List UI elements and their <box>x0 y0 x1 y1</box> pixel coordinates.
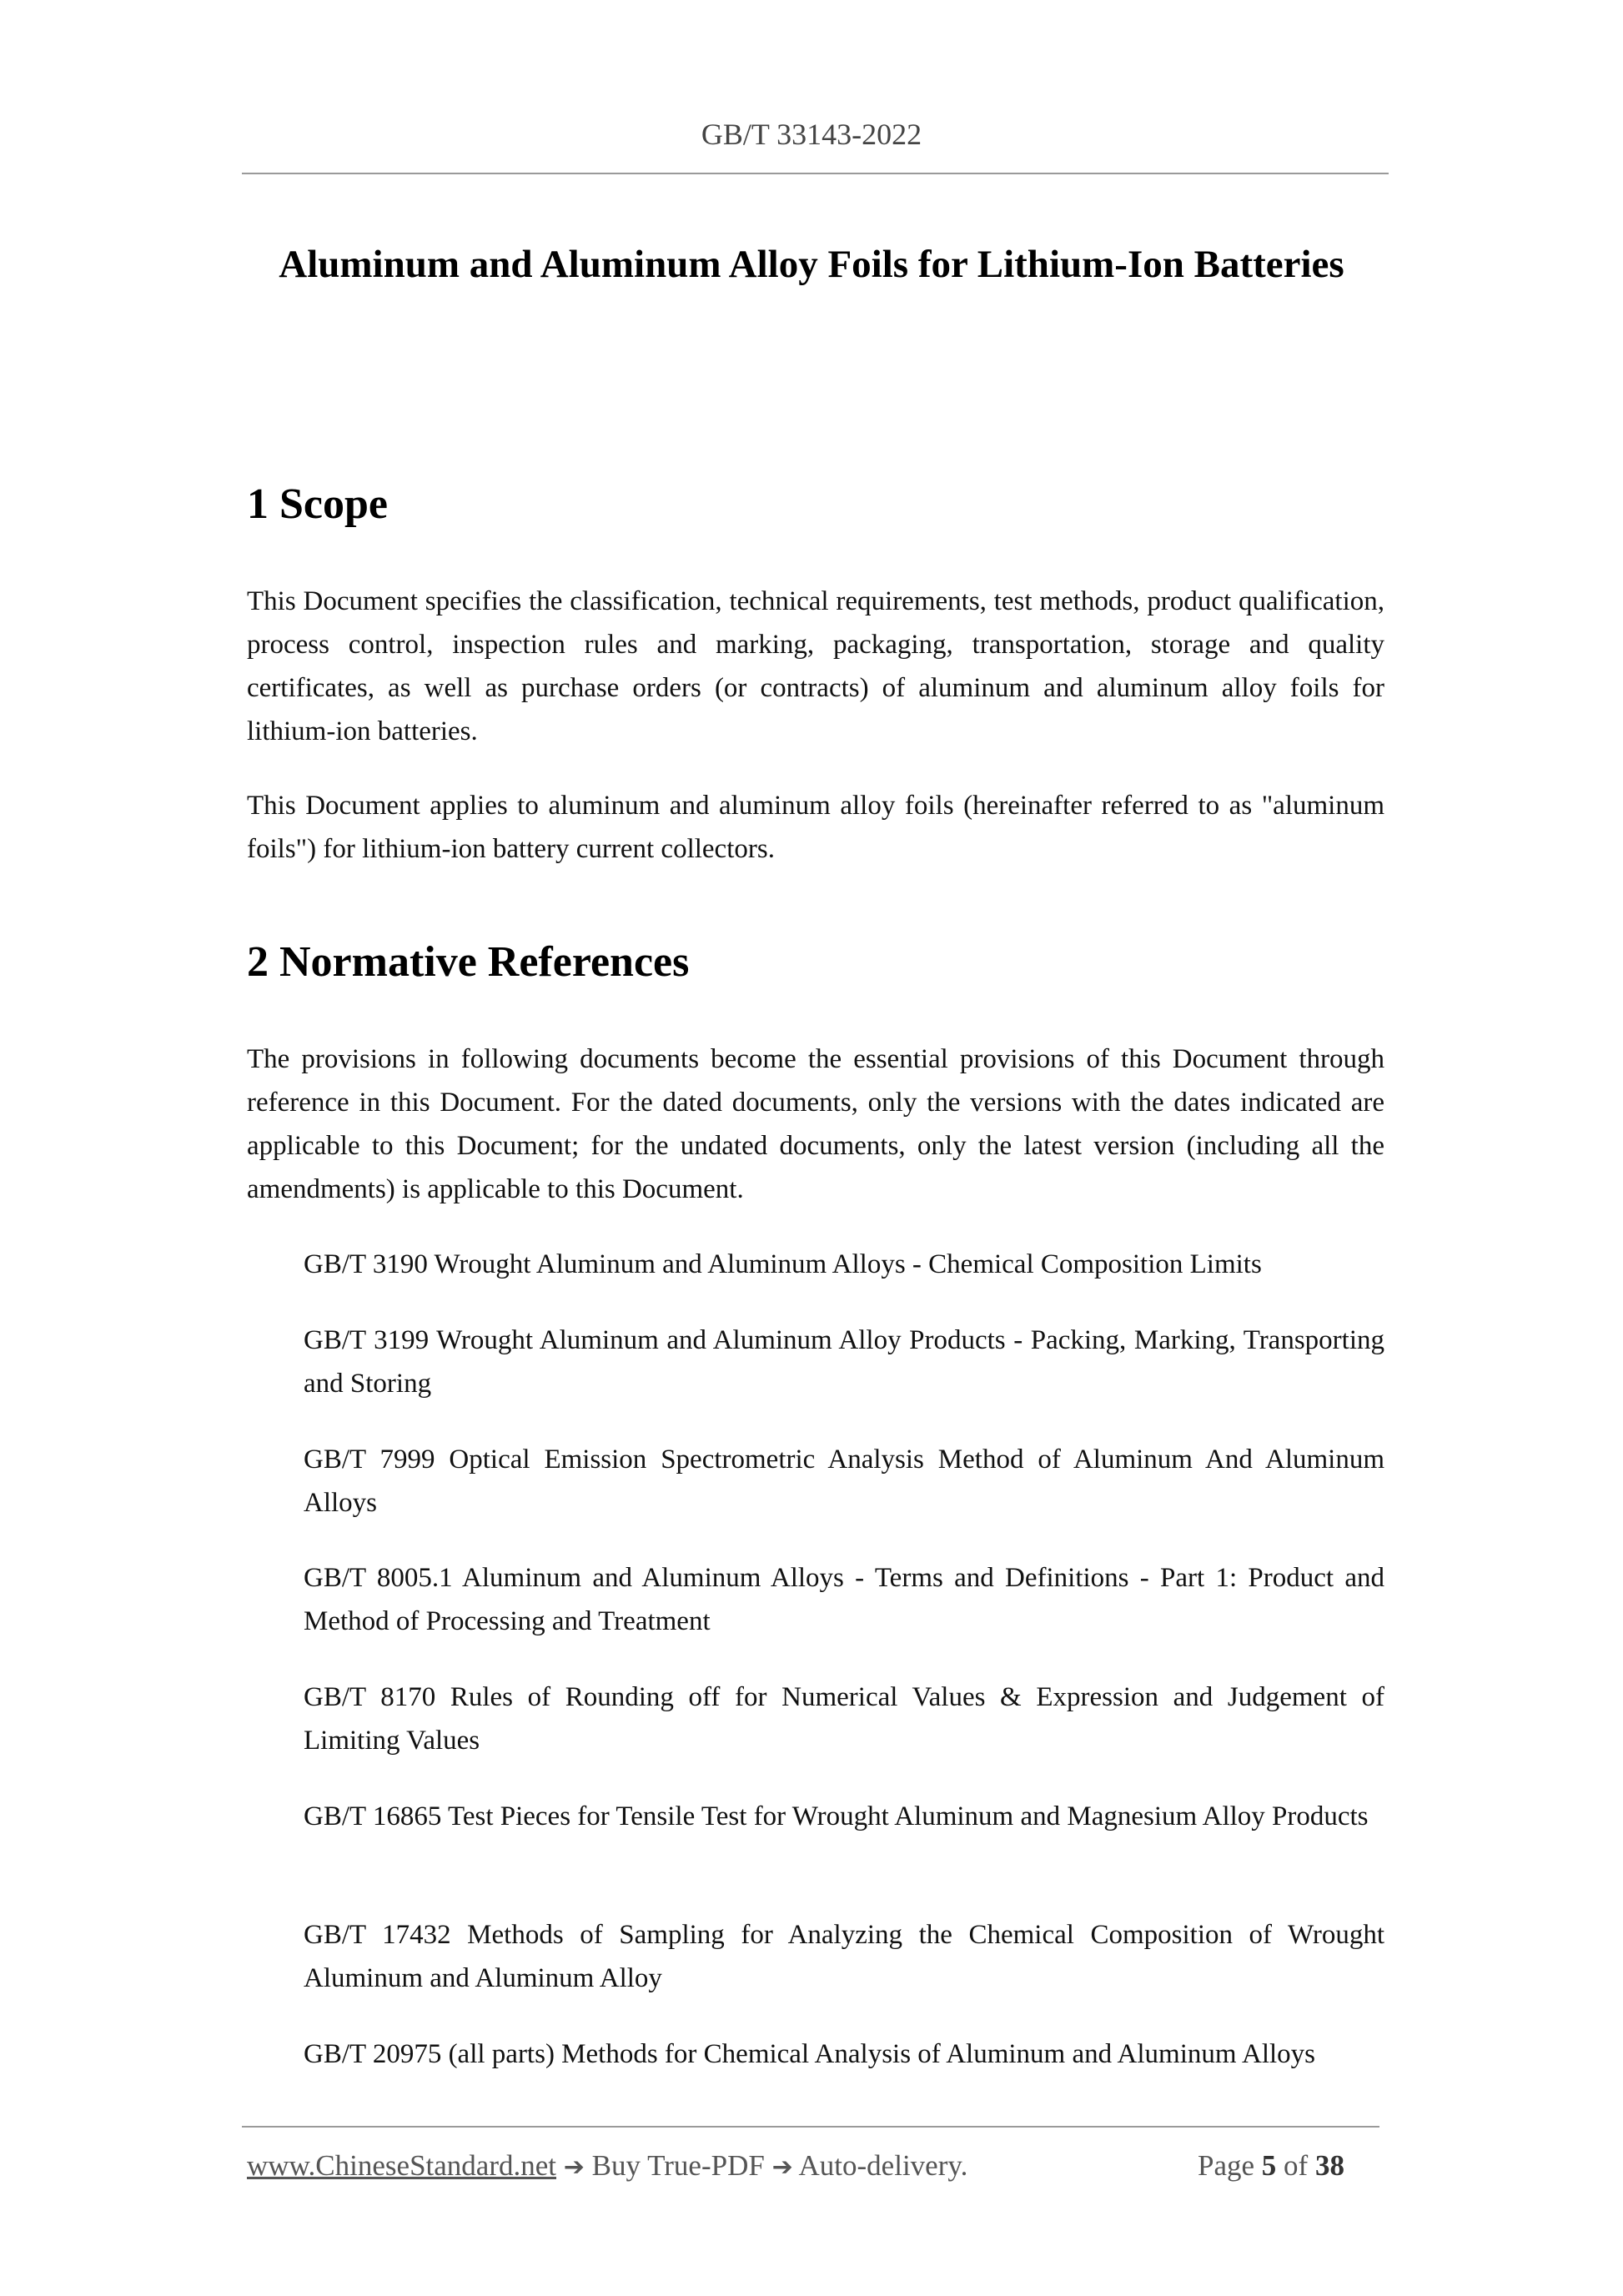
arrow-right-icon: ➔ <box>771 2153 793 2182</box>
footer-divider <box>242 2126 1379 2128</box>
page-label: Page <box>1198 2149 1255 2182</box>
page-indicator <box>1198 2149 1344 2183</box>
section-heading-normative-references: 2 Normative References <box>247 938 690 986</box>
reference-item: GB/T 8005.1 Aluminum and Aluminum Alloys - Terms and Definitions - Part 1: Product and Method of Processing and Treatment <box>304 1563 1384 1636</box>
buy-true-pdf-text: Buy True-PDF <box>591 2149 765 2182</box>
scope-paragraph-1: This Document specifies the classification, technical requirements, test methods, product qualification, process control, inspection rules and marking, packaging, transportation, storage and quality certificates, as well as purchase orders (or contracts) of aluminum and aluminum alloy foils for lithium-ion batteries. <box>247 586 1384 746</box>
reference-item: GB/T 20975 (all parts) Methods for Chemical Analysis of Aluminum and Aluminum Alloys <box>304 2039 1315 2069</box>
arrow-right-icon: ➔ <box>563 2153 585 2182</box>
reference-item: GB/T 3190 Wrought Aluminum and Aluminum Alloys - Chemical Composition Limits <box>304 1249 1262 1279</box>
reference-item: GB/T 17432 Methods of Sampling for Analyzing the Chemical Composition of Wrought Aluminum and Aluminum Alloy <box>304 1920 1384 1993</box>
page-current: 5 <box>1261 2149 1277 2182</box>
page-total: 38 <box>1314 2149 1344 2182</box>
auto-delivery-text: Auto-delivery. <box>798 2149 968 2182</box>
reference-item: GB/T 3199 Wrought Aluminum and Aluminum Alloy Products - Packing, Marking, Transporting and Storing <box>304 1325 1384 1399</box>
footer-promo <box>247 2149 967 2183</box>
reference-item: GB/T 16865 Test Pieces for Tensile Test for Wrought Aluminum and Magnesium Alloy Products <box>304 1801 1369 1831</box>
of-label: of <box>1284 2149 1309 2182</box>
reference-item: GB/T 7999 Optical Emission Spectrometric Analysis Method of Aluminum And Aluminum Alloys <box>304 1444 1384 1518</box>
site-link[interactable]: www.ChineseStandard.net <box>247 2149 556 2182</box>
header-divider <box>242 173 1389 174</box>
reference-item: GB/T 8170 Rules of Rounding off for Numerical Values & Expression and Judgement of Limiting Values <box>304 1682 1384 1756</box>
scope-paragraph-2: This Document applies to aluminum and aluminum alloy foils (hereinafter referred to as "aluminum foils") for lithium-ion battery current collectors. <box>247 791 1384 864</box>
normative-references-intro: The provisions in following documents become the essential provisions of this Document through reference in this Document. For the dated documents, only the versions with the dates indicated are applicable to this Document; for the undated documents, only the latest version (including all the amendments) is applicable to this Document. <box>247 1044 1384 1204</box>
section-heading-scope: 1 Scope <box>247 480 388 528</box>
header-doc-code: GB/T 33143-2022 <box>701 118 922 151</box>
document-title: Aluminum and Aluminum Alloy Foils for Lithium-Ion Batteries <box>279 243 1344 286</box>
